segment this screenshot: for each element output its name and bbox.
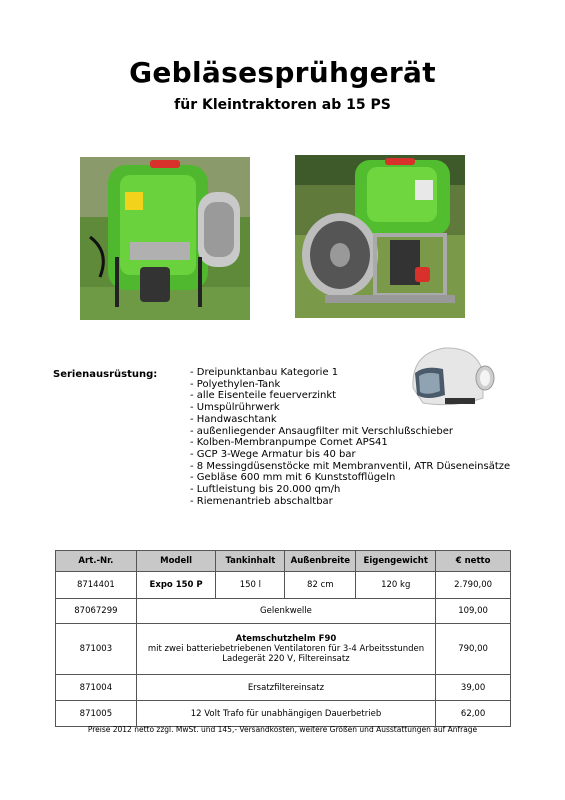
item-description: Ersatzfiltereinsatz (136, 675, 435, 701)
list-item: - Riemenantrieb abschaltbar (190, 495, 333, 507)
list-item: - alle Eisenteile feuerverzinkt (190, 390, 337, 402)
column-header: Eigengewicht (356, 551, 436, 572)
sprayer-photo-blower (295, 155, 465, 318)
price-footnote: Preise 2012 netto zzgl. MwSt. und 145,- Versandkosten, weitere Größen und Ausstattungen auf Anfrage (87, 725, 478, 734)
price: 39,00 (436, 675, 511, 701)
item-title: Atemschutzhelm F90 (235, 634, 337, 644)
table-row (56, 675, 511, 701)
article-number: 871003 (56, 624, 137, 675)
price: 62,00 (436, 701, 511, 727)
equipment-list (190, 367, 510, 507)
net-weight: 120 kg (356, 572, 436, 599)
item-description: 12 Volt Trafo für unabhängigen Dauerbetrieb (136, 701, 435, 727)
item-description (136, 624, 435, 675)
list-item: - Polyethylen-Tank (190, 378, 281, 390)
tank-capacity: 150 l (216, 572, 285, 599)
item-description: Gelenkwelle (136, 599, 435, 624)
outer-width: 82 cm (285, 572, 356, 599)
model-name: Expo 150 P (136, 572, 216, 599)
column-header: Modell (136, 551, 216, 572)
article-number: 871004 (56, 675, 137, 701)
page-subtitle: für Kleintraktoren ab 15 PS (174, 97, 391, 113)
list-item: - Dreipunktanbau Kategorie 1 (190, 367, 339, 378)
table-header-row (56, 551, 511, 572)
page-title: Gebläsesprühgerät (129, 56, 436, 89)
column-header: Außenbreite (285, 551, 356, 572)
column-header: Art.-Nr. (56, 551, 137, 572)
price: 790,00 (436, 624, 511, 675)
list-item: - außenliegender Ansaugfilter mit Verschlußschieber (190, 425, 454, 437)
column-header: Tankinhalt (216, 551, 285, 572)
list-item: - Umspülrührwerk (190, 402, 280, 414)
item-detail: Ladegerät 220 V, Filtereinsatz (222, 654, 350, 664)
sprayer-photo-front (80, 157, 250, 320)
article-number: 8714401 (56, 572, 137, 599)
price: 2.790,00 (436, 572, 511, 599)
article-number: 871005 (56, 701, 137, 727)
article-number: 87067299 (56, 599, 137, 624)
table-row (56, 572, 511, 599)
table-row (56, 624, 511, 675)
list-item: - GCP 3-Wege Armatur bis 40 bar (190, 448, 356, 460)
price-table (55, 550, 511, 727)
list-item: - Luftleistung bis 20.000 qm/h (190, 484, 341, 496)
list-item: - 8 Messingdüsenstöcke mit Membranventil, ATR Düseneinsätze (190, 460, 511, 472)
table-row (56, 599, 511, 624)
list-item: - Gebläse 600 mm mit 6 Kunststofflügeln (190, 472, 396, 484)
list-item: - Kolben-Membranpumpe Comet APS41 (190, 437, 388, 449)
column-header: € netto (436, 551, 511, 572)
list-item: - Handwaschtank (190, 413, 277, 425)
equipment-label: Serienausrüstung: (53, 369, 158, 380)
price: 109,00 (436, 599, 511, 624)
table-row (56, 701, 511, 727)
item-detail: mit zwei batteriebetriebenen Ventilatoren für 3-4 Arbeitsstunden (147, 644, 425, 654)
